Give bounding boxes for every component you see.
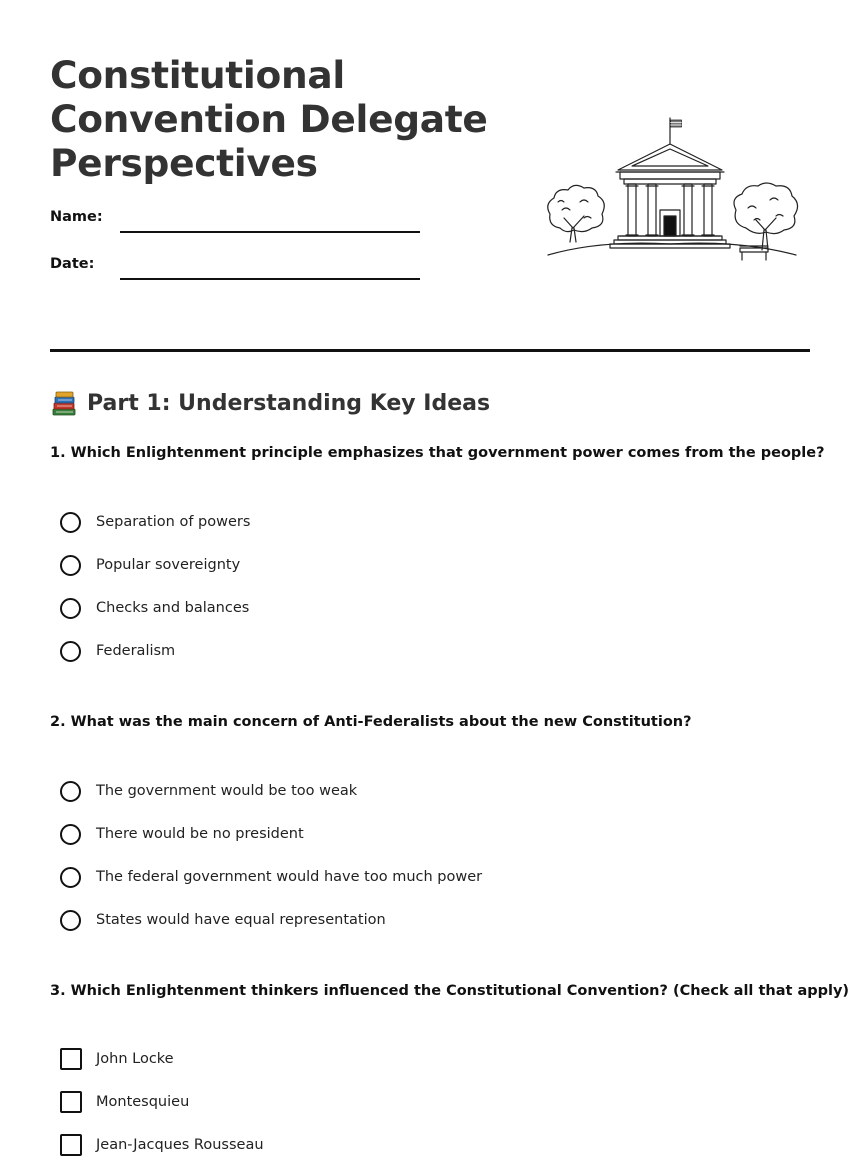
option-q1-c[interactable]: [60, 595, 249, 621]
question-2: 2. What was the main concern of Anti-Federalists about the new Constitution?: [50, 714, 692, 730]
checkbox[interactable]: [60, 1091, 82, 1113]
option-label: The government would be too weak: [96, 783, 358, 799]
name-label: Name:: [50, 209, 103, 225]
section-title-part1: [50, 389, 490, 419]
option-label: Checks and balances: [96, 600, 250, 616]
capitol-building-illustration: [540, 110, 802, 270]
option-q2-c[interactable]: [60, 864, 482, 890]
books-icon: [50, 390, 78, 418]
option-label: There would be no president: [96, 826, 304, 842]
option-label: The federal government would have too much power: [96, 869, 483, 885]
option-label: John Locke: [96, 1051, 174, 1067]
option-q2-a[interactable]: [60, 778, 357, 804]
date-input-line[interactable]: [120, 278, 420, 280]
option-label: Popular sovereignty: [96, 557, 241, 573]
option-q1-d[interactable]: [60, 638, 175, 664]
date-label: Date:: [50, 256, 95, 272]
question-3: 3. Which Enlightenment thinkers influenced the Constitutional Convention? (Check all that apply): [50, 983, 850, 999]
option-label: Montesquieu: [96, 1094, 190, 1110]
radio-button[interactable]: [60, 555, 81, 576]
name-input-line[interactable]: [120, 231, 420, 233]
radio-button[interactable]: [60, 598, 81, 619]
radio-button[interactable]: [60, 781, 81, 802]
section-title-text: Part 1: Understanding Key Ideas: [87, 391, 491, 416]
checkbox[interactable]: [60, 1048, 82, 1070]
option-q1-a[interactable]: [60, 509, 250, 535]
option-q3-c[interactable]: [60, 1132, 264, 1158]
radio-button[interactable]: [60, 824, 81, 845]
option-q3-b[interactable]: [60, 1089, 189, 1115]
option-q2-d[interactable]: [60, 907, 386, 933]
option-label: Separation of powers: [96, 514, 251, 530]
option-label: Federalism: [96, 643, 176, 659]
option-label: States would have equal representation: [96, 912, 386, 928]
option-label: Jean-Jacques Rousseau: [96, 1137, 264, 1153]
radio-button[interactable]: [60, 512, 81, 533]
header-divider: [50, 349, 810, 352]
checkbox[interactable]: [60, 1134, 82, 1156]
option-q2-b[interactable]: [60, 821, 304, 847]
radio-button[interactable]: [60, 641, 81, 662]
page-title: Constitutional Convention Delegate Perspectives: [50, 53, 488, 185]
question-1: 1. Which Enlightenment principle emphasizes that government power comes from the people?: [50, 445, 825, 461]
radio-button[interactable]: [60, 910, 81, 931]
option-q1-b[interactable]: [60, 552, 240, 578]
option-q3-a[interactable]: [60, 1046, 174, 1072]
radio-button[interactable]: [60, 867, 81, 888]
